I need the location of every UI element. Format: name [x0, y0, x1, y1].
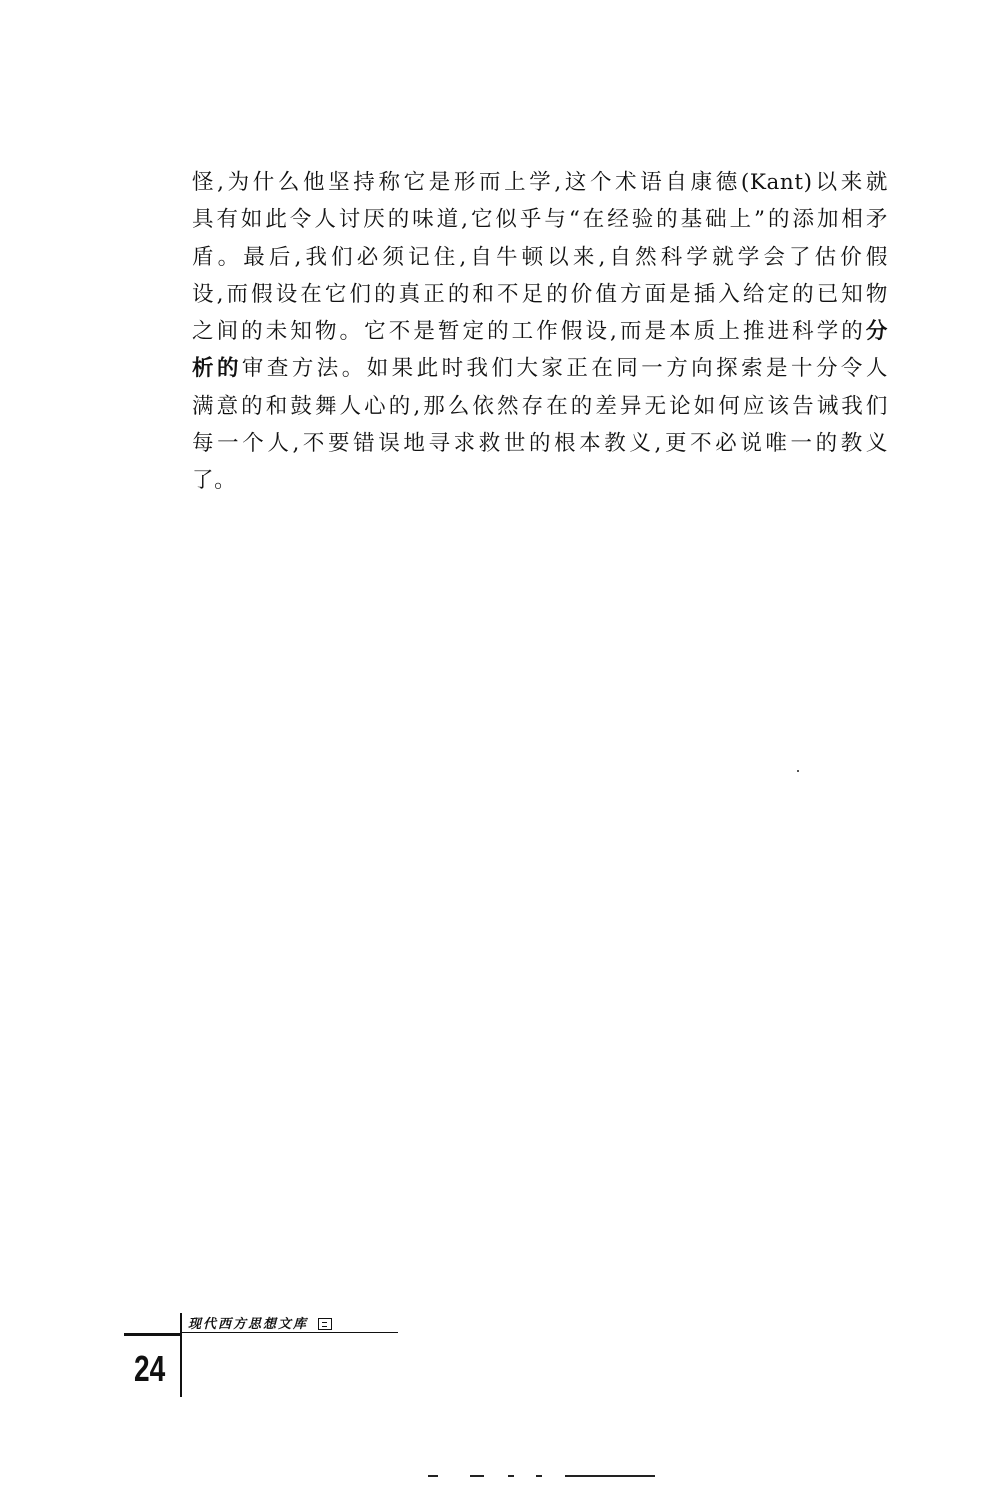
page-number-rule	[124, 1333, 182, 1336]
line-text: 之间的未知物。它不是暂定的工作假设,而是本质上推进科学的	[192, 319, 866, 345]
footer-rule	[180, 1332, 398, 1333]
scan-speck	[797, 770, 799, 772]
series-title-text: 现代西方思想文库	[188, 1317, 309, 1332]
scan-artifact	[565, 1475, 655, 1477]
line-text: 每一个人,不要错误地寻求救世的根本教义,更不必说唯一的教义	[192, 431, 888, 457]
line-text: 具有如此令人讨厌的味道,它似乎与“在经验的基础上”的添加相矛	[192, 207, 888, 233]
page-number: 24	[134, 1348, 166, 1389]
footer-vertical-rule	[180, 1313, 182, 1397]
line-text: 怪,为什么他坚持称它是形而上学,这个术语自康德(Kant)以来就	[192, 170, 888, 195]
text-line	[192, 425, 888, 462]
bold-term: 析的	[192, 356, 242, 382]
text-line	[192, 350, 888, 387]
scan-artifact	[428, 1475, 438, 1477]
text-line	[192, 462, 888, 499]
text-line	[192, 313, 888, 350]
bold-term: 分	[865, 319, 888, 345]
line-text: 设,而假设在它们的真正的和不足的价值方面是插入给定的已知物	[192, 281, 888, 307]
text-line	[192, 388, 888, 425]
publisher-mark-icon	[318, 1318, 332, 1330]
text-line	[192, 276, 888, 313]
text-line	[192, 164, 888, 201]
line-text: 盾。最后,我们必须记住,自牛顿以来,自然科学就学会了估价假	[192, 244, 888, 270]
line-text: 了。	[192, 468, 237, 494]
line-text: 满意的和鼓舞人心的,那么依然存在的差异无论如何应该告诫我们	[192, 393, 888, 419]
series-title	[188, 1313, 332, 1332]
line-text: 审查方法。如果此时我们大家正在同一方向探索是十分令人	[241, 356, 888, 382]
body-paragraph	[192, 164, 888, 500]
scan-artifact	[508, 1475, 514, 1477]
scan-artifact	[470, 1475, 484, 1477]
text-line	[192, 239, 888, 276]
text-line	[192, 201, 888, 238]
scan-artifact	[536, 1475, 542, 1477]
